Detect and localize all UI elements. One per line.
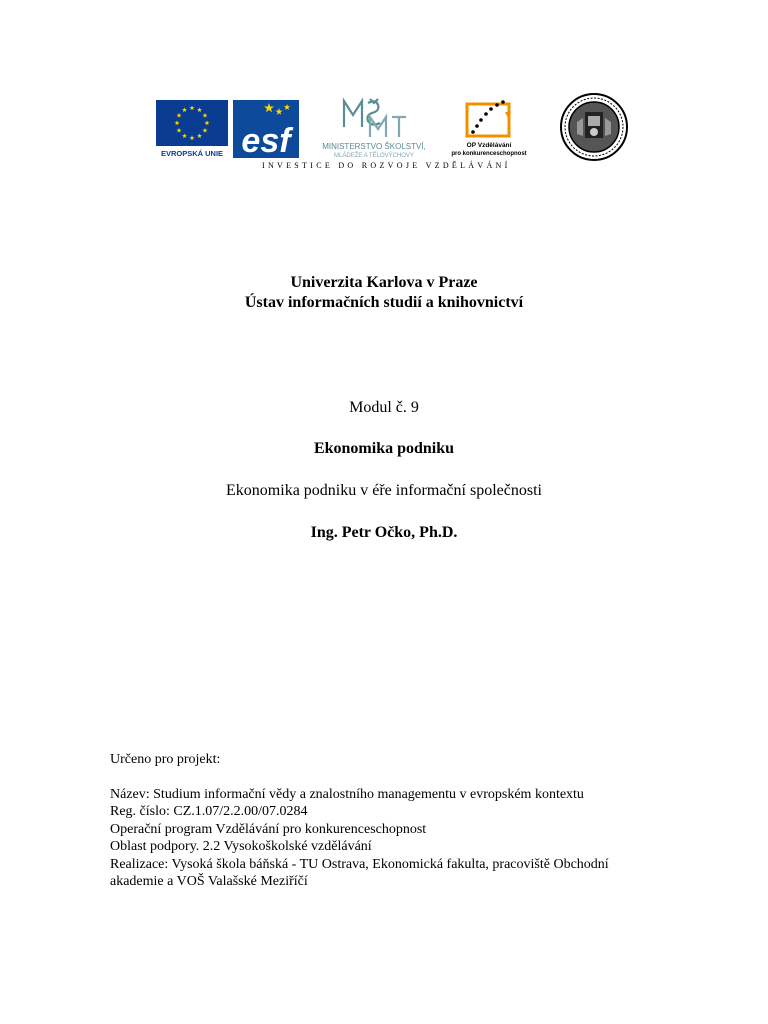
msmt-logo-label-2: MLÁDEŽE A TĚLOVÝCHOVY <box>334 153 414 159</box>
op-vzdelavani-logo <box>449 98 529 158</box>
course-subtitle: Ekonomika podniku v éře informační společnosti <box>226 482 542 499</box>
op-logo-label-2: pro konkurenceschopnost <box>451 151 527 157</box>
charles-university-seal <box>559 92 629 162</box>
project-info-line: Operační program Vzdělávání pro konkurenceschopnost <box>110 821 427 837</box>
project-info-line: Realizace: Vysoká škola báňská - TU Ostrava, Ekonomická fakulta, pracoviště Obchodní <box>110 856 609 872</box>
op-logo-label-1: OP Vzdělávání <box>466 142 512 149</box>
project-intro: Určeno pro projekt: <box>110 752 221 767</box>
project-info-line: akademie a VOŠ Valašské Meziříčí <box>110 874 308 889</box>
course-title: Ekonomika podniku <box>313 440 455 457</box>
tagline: INVESTICE DO ROZVOJE VZDĚLÁVÁNÍ <box>262 161 511 170</box>
esf-logo <box>233 100 299 158</box>
institute-name: Ústav informačních studií a knihovnictví <box>244 294 524 311</box>
university-name: Univerzita Karlova v Praze <box>290 274 478 291</box>
module-number: Modul č. 9 <box>349 399 419 416</box>
esf-logo-text: esf <box>241 122 291 158</box>
project-info-line: Reg. číslo: CZ.1.07/2.2.00/07.0284 <box>110 804 308 819</box>
msmt-logo-label-1: MINISTERSTVO ŠKOLSTVÍ, <box>322 142 426 151</box>
msmt-ministry-logo <box>310 97 438 159</box>
project-info-line: Název: Studium informační vědy a znalostního managementu v evropském kontextu <box>110 786 584 802</box>
author-name: Ing. Petr Očko, Ph.D. <box>310 524 458 541</box>
eu-flag-logo <box>156 100 228 158</box>
eu-logo-label: EVROPSKÁ UNIE <box>160 149 224 158</box>
project-info-line: Oblast podpory. 2.2 Vysokoškolské vzdělávání <box>110 839 372 854</box>
project-info <box>110 751 710 891</box>
